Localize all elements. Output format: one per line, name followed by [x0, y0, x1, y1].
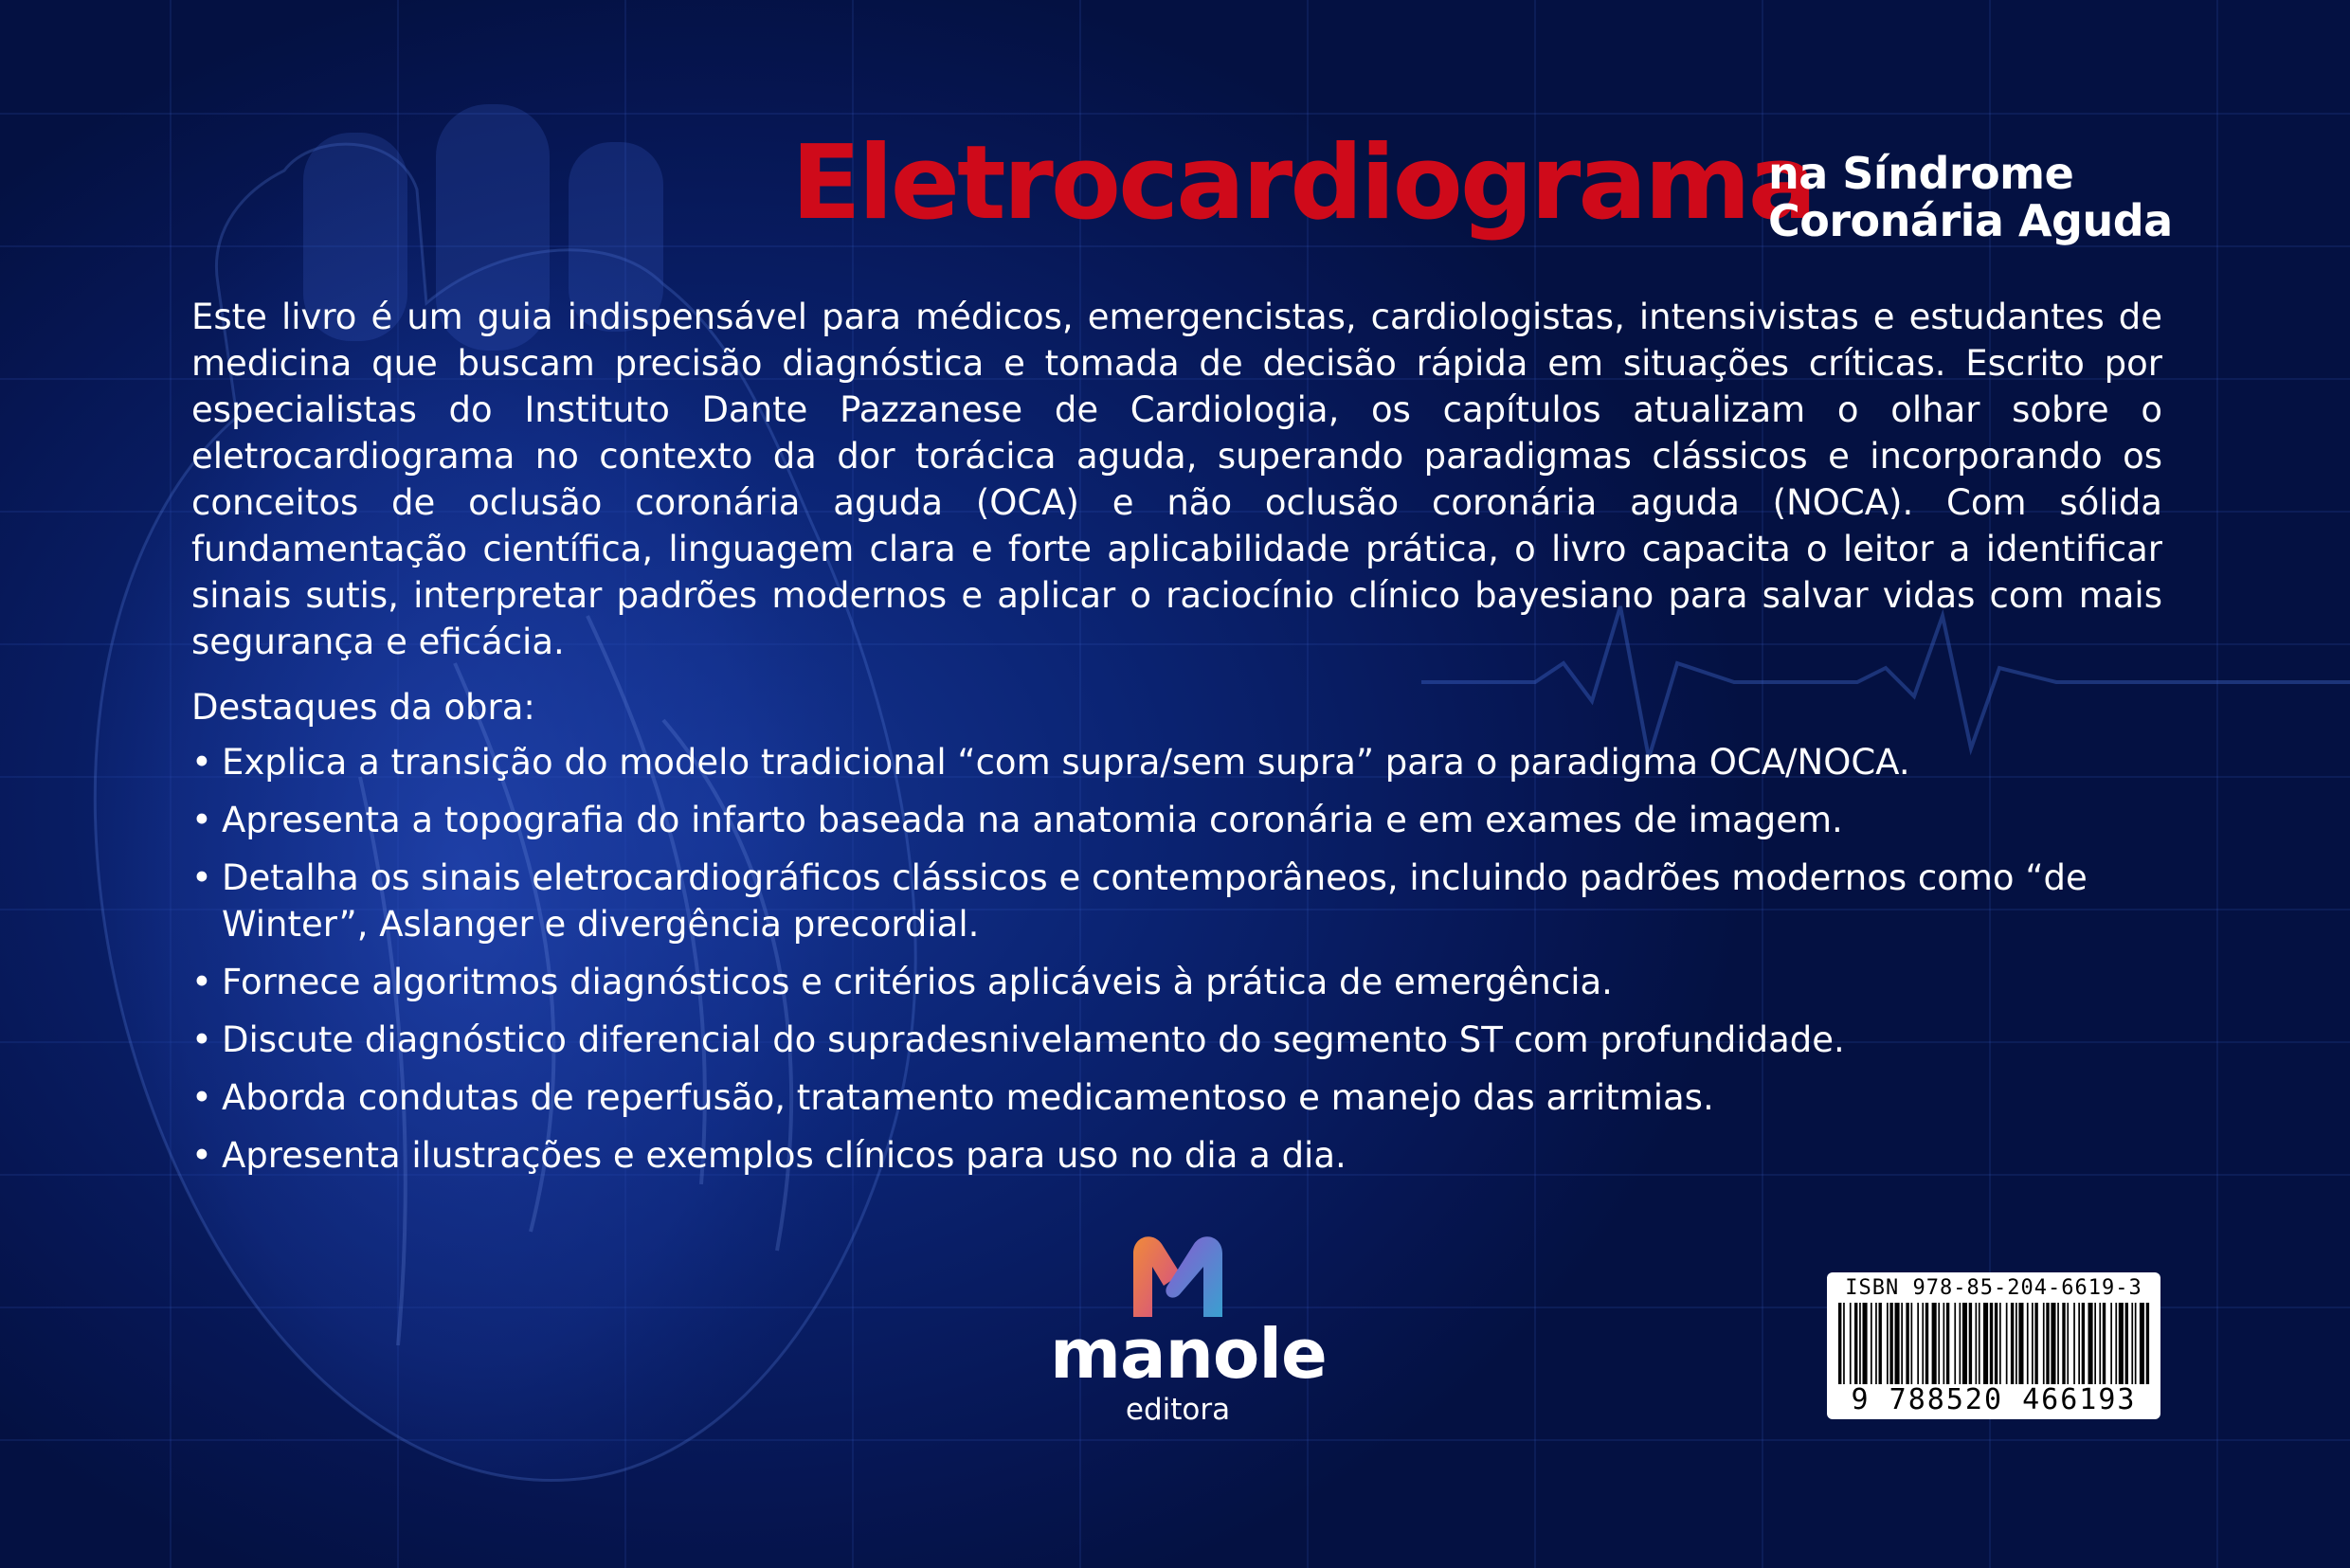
publisher-logo: [1050, 1227, 1327, 1445]
book-subtitle: [1768, 150, 2173, 244]
barcode-bar: [2067, 1303, 2069, 1384]
barcode-bar: [1983, 1303, 1988, 1384]
barcode-bar: [1854, 1303, 1857, 1384]
barcode-bar: [2115, 1303, 2117, 1384]
barcode-bar: [1960, 1303, 1961, 1384]
barcode-bar: [1850, 1303, 1852, 1384]
barcode-bar: [2073, 1303, 2075, 1384]
barcode-number: 9 788520 466193: [1851, 1383, 2137, 1416]
barcode-bar: [1962, 1303, 1967, 1384]
barcode-bar: [2103, 1303, 2106, 1384]
book-title: Eletrocardiograma: [791, 124, 1815, 243]
barcode-bar: [1969, 1303, 1972, 1384]
barcode-bar: [1943, 1303, 1945, 1384]
barcode-bar: [1838, 1303, 1841, 1384]
barcode-bar: [1875, 1303, 1877, 1384]
highlights-list: [191, 739, 2162, 1190]
barcode-bar: [2110, 1303, 2112, 1384]
barcode-bar: [1995, 1303, 1998, 1384]
barcode-bar: [2125, 1303, 2128, 1384]
barcode-bar: [1999, 1303, 2001, 1384]
barcode-bar: [1879, 1303, 1882, 1384]
barcode-bar: [1859, 1303, 1861, 1384]
barcode-bar: [2062, 1303, 2065, 1384]
barcode-bar: [1901, 1303, 1903, 1384]
barcode-bar: [1863, 1303, 1868, 1384]
barcode-bar: [2027, 1303, 2029, 1384]
barcode-bar: [1990, 1303, 1993, 1384]
subtitle-line-2: Coronária Aguda: [1768, 195, 2173, 246]
barcode-bar: [2057, 1303, 2059, 1384]
barcode-bar: [2082, 1303, 2085, 1384]
barcode-bar: [2046, 1303, 2049, 1384]
barcode-bar: [2094, 1303, 2096, 1384]
highlight-item: • Detalha os sinais eletrocardiográficos clássicos e contemporâneos, incluindo padrões modernos como “de Winter”, Aslanger e divergência precordial.: [191, 855, 2162, 947]
stylized-m-icon: [1126, 1227, 1230, 1322]
synopsis-text: Este livro é um guia indispensável para médicos, emergencistas, cardiologistas, intensivistas e estudantes de medicina que buscam precisão diagnóstica e tomada de decisão rápida em situações críticas. Escrito por especialistas do Instituto Dante Pazzanese de Cardiologia, os capítulos atualizam o olhar sobre o eletrocardiograma no contexto da dor torácica aguda, superando paradigmas clássicos e incorporando os conceitos de oclusão coronária aguda (OCA) e não oclusão coronária aguda (NOCA). Com sólida fundamentação científica, linguagem clara e forte aplicabilidade prática, o livro capacita o leitor a identificar sinais sutis, interpretar padrões modernos e aplicar o raciocínio clínico bayesiano para salvar vidas com mais segurança e eficácia.: [191, 297, 2162, 662]
barcode-bar: [1843, 1303, 1845, 1384]
highlight-item: • Fornece algoritmos diagnósticos e critérios aplicáveis à prática de emergência.: [191, 959, 2162, 1005]
barcode-bar: [2016, 1303, 2017, 1384]
barcode-bar: [1976, 1303, 1978, 1384]
highlight-item: • Aborda condutas de reperfusão, tratamento medicamentoso e manejo das arritmias.: [191, 1074, 2162, 1121]
barcode-bar: [1911, 1303, 1913, 1384]
barcode-bar: [2119, 1303, 2124, 1384]
highlight-item: • Apresenta a topografia do infarto baseada na anatomia coronária e em exames de imagem.: [191, 797, 2162, 843]
barcode-bar: [1946, 1303, 1949, 1384]
barcode-bar: [1895, 1303, 1900, 1384]
barcode-bar: [2011, 1303, 2014, 1384]
barcode-bar: [2135, 1303, 2137, 1384]
barcode-bar: [2034, 1303, 2037, 1384]
barcode-bar: [2006, 1303, 2008, 1384]
barcode-bar: [2051, 1303, 2055, 1384]
isbn-barcode: [1827, 1272, 2160, 1419]
barcode-bar: [1979, 1303, 1980, 1384]
barcode-bar: [1917, 1303, 1919, 1384]
barcode-bar: [1932, 1303, 1937, 1384]
barcode-bar: [1887, 1303, 1889, 1384]
barcode-bars: [1835, 1303, 2153, 1384]
barcode-bar: [2018, 1303, 2023, 1384]
highlight-item: • Discute diagnóstico diferencial do supradesnivelamento do segmento ST com profundidade.: [191, 1017, 2162, 1063]
barcode-bar: [2099, 1303, 2101, 1384]
barcode-bar: [2140, 1303, 2144, 1384]
isbn-label: ISBN 978-85-204-6619-3: [1845, 1276, 2142, 1300]
barcode-bar: [1906, 1303, 1908, 1384]
barcode-bar: [2131, 1303, 2133, 1384]
publisher-name: manole: [1050, 1314, 1327, 1394]
barcode-bar: [2146, 1303, 2149, 1384]
barcode-bar: [1938, 1303, 1940, 1384]
barcode-bar: [2032, 1303, 2034, 1384]
barcode-bar: [1871, 1303, 1872, 1384]
barcode-bar: [1925, 1303, 1928, 1384]
barcode-bar: [1922, 1303, 1924, 1384]
barcode-bar: [2078, 1303, 2080, 1384]
synopsis: [191, 294, 2162, 665]
highlight-item: • Explica a transição do modelo tradicional “com supra/sem supra” para o paradigma OCA/NOCA.: [191, 739, 2162, 785]
publisher-subtitle: editora: [1125, 1393, 1231, 1427]
barcode-bar: [2088, 1303, 2093, 1384]
barcode-bar: [1889, 1303, 1892, 1384]
barcode-bar: [2043, 1303, 2045, 1384]
subtitle-line-1: na Síndrome: [1768, 148, 2074, 199]
barcode-bar: [1954, 1303, 1956, 1384]
highlights-heading: Destaques da obra:: [191, 687, 535, 728]
highlight-item: • Apresenta ilustrações e exemplos clínicos para uso no dia a dia.: [191, 1132, 2162, 1179]
